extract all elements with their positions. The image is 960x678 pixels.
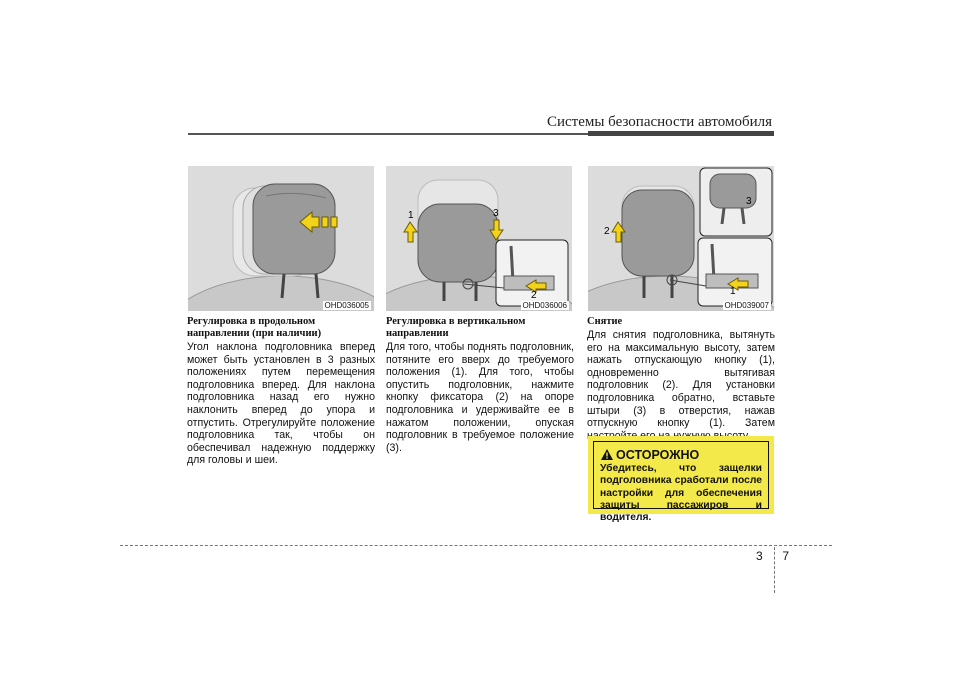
header-accent-bar: [588, 131, 774, 136]
section-text: Для снятия подголовника, вытянуть его на максимальную высоту, затем нажать отпускающую кнопку (1), одновременно вытягивая подголовник (2). Для установки подголовника обратно, вставьте штыри (3) в отверстия, нажав отпускную кнопку (1). Затем: [587, 329, 775, 430]
header-title: Системы безопасности автомобиля: [546, 114, 772, 130]
figure-removal: [588, 166, 774, 311]
label-2: 2: [604, 226, 610, 237]
section-text: Для того, чтобы поднять подголовник, потяните его вверх до требуемого положения (1). Для того, чтобы опустить подголовник, нажмите кнопку фиксатора (2) на опоре подголовника и удерживайте ее в нажатом положении, опуская подголовник в требуемое положение (3).: [386, 341, 574, 454]
footer-rule: [120, 545, 832, 546]
label-3: 3: [493, 208, 499, 219]
page-separator: [774, 547, 775, 593]
warning-text: Убедитесь, что защелки подголовника сработали после настройки для обеспечения защиты пассажиров и водителя.: [600, 463, 762, 524]
label-2: 2: [531, 290, 537, 301]
warning-box: [588, 436, 774, 524]
label-3: 3: [746, 196, 752, 207]
label-1: 1: [408, 210, 414, 221]
section-vertical: [386, 316, 574, 454]
figure-fore-aft-adjustment: [188, 166, 374, 311]
figure-vertical-adjustment: [386, 166, 572, 311]
section-heading: Регулировка в продольном направлении (при наличии): [187, 316, 322, 339]
label-1: 1: [730, 286, 736, 297]
section-heading: Снятие: [587, 316, 623, 327]
warning-title: ОСТОРОЖНО: [616, 448, 700, 462]
section-heading: Регулировка в вертикальном направлении: [386, 316, 526, 339]
figure-code: OHD036006: [522, 301, 567, 310]
page-index: 7: [782, 549, 791, 563]
section-fore-aft: [187, 316, 375, 467]
page-section: 3: [756, 549, 764, 563]
section-text: Угол наклона подголовника вперед может быть установлен в 3 разных положениях путем перемещения подголовника вперед. Для наклона подголовника назад его нужно наклонить вперед до упора и отпустить. Отрегулируйте положение подголовника так, чтобы он обеспечивал надежную поддержку для головы и шеи.: [187, 341, 375, 467]
figure-code: OHD039007: [724, 301, 769, 310]
warning-triangle-icon: [601, 449, 613, 460]
section-removal: [587, 316, 775, 442]
figure-code: OHD036005: [324, 301, 369, 310]
